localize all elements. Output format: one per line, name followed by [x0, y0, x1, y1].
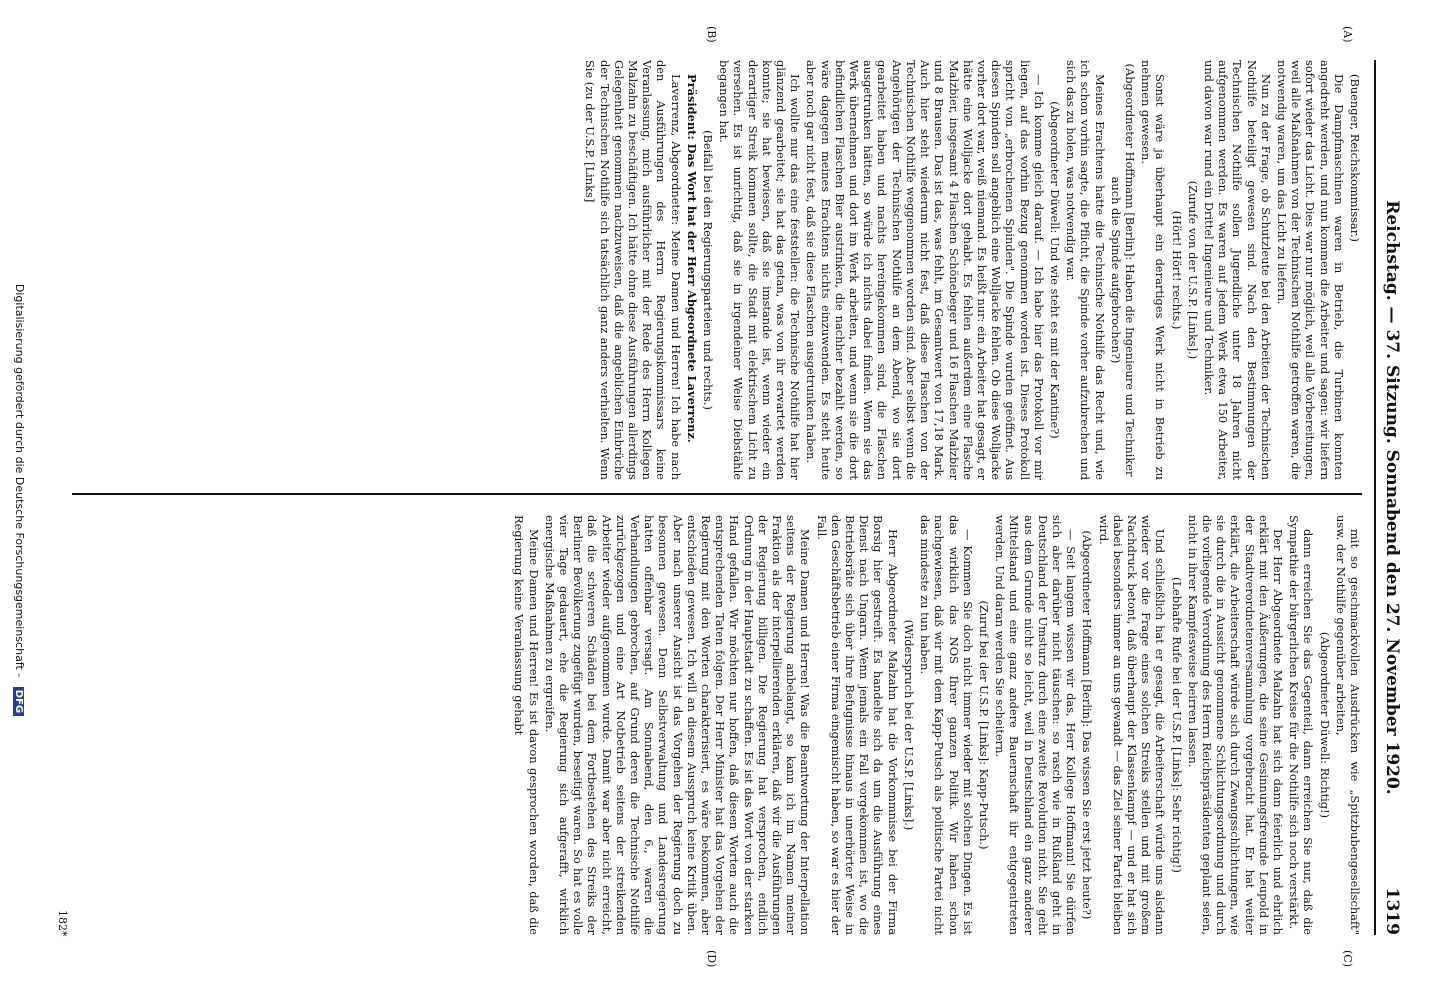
paragraph: Meine Damen und Herren! Was die Beantwortung der Interpellation seitens der Regierung anbelangt, so kann ich im Namen meiner Fraktion als der interpellierenden erklären, daß wir die Ausführungen der Regierung billigen. Die Regierung hat versprochen, endlich Ordnung in der Hauptstadt zu schaffen. Es ist das Wort von der starken Hand gefallen. Wir möchten nur hoffen, daß diesen Worten auch die entsprechenden Taten folgen. Der Herr Minister hat das Vorgehen der Regierung mit den Worten charakterisiert, es wäre bekommen, aber entschieden gewesen. Ich will an diesem Ausspruch keine Kritik üben. Aber nach unserer Ansicht ist das Vorgehen der Regierung doch zu besonnen gewesen. Denn Selbstverwaltung und Landesregierung hatten offenbar versagt. Am Sonnabend, den 6., waren die Verhandlungen gebrochen, auf Grund deren die Technische Nothilfe zurückgezogen und eine Art Notbetrieb seitens der streikenden Arbeiter wieder aufgenommen wurde. Damit war aber nicht erreicht, daß die schweren Schäden bei dem Fortbestehen des Streiks der Berliner Bevölkerung zugefügt wurden, beseitigt waren. So hat es volle vier Tage gedauert, ehe die Regierung sich aufgerafft, wirklich energische Maßnahmen zu ergreifen.	[542, 515, 813, 935]
dfg-footer	[4, 0, 26, 1000]
signature-mark: 182*	[56, 910, 69, 937]
paragraph: Ich wollte nur das eine feststellen: die Technische Nothilfe hat hier glänzend gearbeitet; sie hat das getan, was von ihr erwartet werden konnte; sie hat bewiesen, daß sie imstande ist, wenn wieder ein derartiger Streik kommen sollte, die Stadt mit elektrischem Licht zu versehen. Es ist unrichtig, daß sie in irgendeiner Weise Diebstähle begangen hat.	[717, 60, 803, 480]
interjection: (Hört! Hört! rechts.)	[1169, 210, 1184, 330]
interjection: (Lebhafte Rufe bei der U.S.P. [Links]: Sehr richtig!)	[1169, 577, 1184, 873]
interjection: (Abgeordneter Düwell: Richtig!)	[1317, 631, 1332, 819]
paragraph: Sonst wäre ja überhaupt ein derartiges Werk nicht in Betrieb zu nehmen gewesen.	[1139, 60, 1168, 480]
paragraph: — Ich komme gleich darauf. — Ich habe hier das Protokoll vor mir liegen, auf das vorhin Bezug genommen worden ist. Dieses Protokoll spricht von „erbrochenen Spinden". Die Spinde wurden geöffnet. Aus diesen Spinden soll angeblich eine Wolljacke fehlen. Ob diese Wolljacke vorher dort war, weiß niemand. Es heißt nur: ein Arbeiter hat gesagt, er hätte eine Wolljacke dort gehabt. Es fehlen außerdem eine Flasche Malzbier, insgesamt 4 Flaschen Schönebeger und 16 Flaschen Malzbier und 8 Brausen. Das ist das, was fehlt, im Gesamtwert von 17,18 Mark. Auch hier steht wiederum nicht fest, daß diese Flaschen von der Technischen Nothilfe weggenommen worden sind. Aber selbst wenn die Angehörigen der Technischen Nothilfe an dem Abend, wo sie dort gearbeitet haben und nachts hereingekommen sind, die Flaschen ausgetrunken hätten, so würde ich nichts dabei finden. Wenn sie das Werk übernehmen und dort im Werk arbeiten, und wenn sie die dort befindlichen Flaschen Bier austrinken, die nachher bezahlt werden, so wäre dagegen meines Erachtens nichts einzuwenden. Es steht heute aber noch gar nicht fest, daß sie diese Flaschen ausgetrunken haben.	[804, 60, 1046, 480]
margin-mark-d: (D)	[705, 950, 718, 968]
paragraph: — Kommen Sie doch nicht immer wieder mit solchen Dingen. Es ist das wirklich das NOS Ihrer ganzen Politik. Wir haben schon nachgewiesen, daß wir mit dem Kapp-Putsch als politische Partei nicht das mindeste zu tun haben.	[918, 515, 975, 935]
interjection: (Zuruf bei der U.S.P. [Links]: Kapp-Putsch.)	[976, 600, 991, 850]
paragraph: dann erreichen Sie das Gegenteil, dann erreichen Sie nur, daß die Sympathie der bürgerlichen Kreise für die Nothilfe sich noch verstärkt.	[1287, 515, 1316, 935]
dfg-footer-text: Digitalisierung gefördert durch die Deutsche Forschungsgemeinschaft -	[13, 283, 26, 678]
margin-mark-c: (C)	[1341, 950, 1354, 967]
dfg-logo: DFG	[13, 687, 24, 716]
interjection: (Abgeordneter Hoffmann [Berlin]: Das wissen Sie erst jetzt heute?)	[1080, 530, 1095, 920]
page-header	[1374, 60, 1402, 935]
interjection: (Widerspruch bei der U.S.P. [Links].)	[901, 619, 916, 831]
interjection: (Abgeordneter Düwell: Und wie steht es mit der Kantine?)	[1047, 101, 1062, 439]
paragraph: Laverrenz, Abgeordneter: Meine Damen und Herren! Ich habe nach den Ausführungen des Herrn Regierungskommissars keine Veranlassung, mich ausführlicher mit der Rede des Herrn Kollegen Malzahn zu beschäftigen. Ich hätte ohne diese Ausführungen allerdings Gelegenheit genommen nachzuweisen, daß die angeblichen Einbrüche der Technischen Nothilfe sich tatsächlich ganz anders verhielten. Wenn Sie (zu der U.S.P. [Links]	[583, 60, 683, 480]
margin-mark-a: (A)	[1341, 26, 1354, 43]
paragraph: (Buenger, Reichskommissar.)	[1348, 74, 1362, 242]
paragraph: Und schließlich hat er gesagt, die Arbeiterschaft würde uns alsdann wieder vor die Frage eines solchen Streiks stellen und mit großem Nachdruck betont, daß überhaupt der Klassenkampf — und er hat sich dabei besonders immer an uns gewandt — das Ziel seiner Partei bleiben wird.	[1096, 515, 1168, 935]
left-column	[72, 60, 1362, 480]
paragraph: Meines Erachtens hatte die Technische Nothilfe das Recht und, wie ich schon vorhin sagte, die Pflicht, die Spinde vorher aufzubrechen und sich das zu holen, was notwendig war.	[1064, 60, 1107, 480]
paragraph: Herr Abgeordneter Malzahn hat die Vorkommnisse bei der Firma Borsig hier gestreift. Es handelte sich da um die Ausführung eines Dienst nach Ungarn. Wenn jemals ein Fall vorgekommen ist, wo die Betriebsräte sich über ihre Befugnisse hinaus in unerhörter Weise in den Geschäftsbetrieb einer Firma eingemischt haben, so war es hier der Fall.	[814, 515, 900, 935]
paragraph: Die Dampfmaschinen waren in Betrieb, die Turbinen konnten angedreht werden, und nun kommen die Arbeiter und sagen: wir liefern sofort wieder das Licht. Dies war nur möglich, weil alle Vorbereitungen, weil alle Maßnahmen von der Technischen Nothilfe getroffen waren, die notwendig waren, um das Licht zu liefern.	[1274, 60, 1346, 480]
column-divider	[72, 493, 1362, 495]
margin-mark-b: (B)	[705, 26, 718, 43]
interjection: (Zurufe von der U.S.P. [Links].)	[1185, 180, 1200, 360]
interjection: (Abgeordneter Hoffmann [Berlin]: Haben die Ingenieure und Techniker auch die Spinde aufgebrochen?)	[1108, 63, 1137, 477]
speaker-paragraph: Präsident: Das Wort hat der Herr Abgeordnete Laverrenz.	[684, 74, 699, 443]
paragraph: mit so geschmackvollen Ausdrücken wie „Spitzbubengesellschaft" usw. der Nothilfe gegenüber arbeiten,	[1333, 515, 1362, 935]
page-number: 1319	[1382, 887, 1402, 935]
paragraph: — Seit langem wissen wir das, Herr Kollege Hoffmann! Sie dürfen sich aber darüber nicht täuschen: so rasch wie in Rußland geht in Deutschland der Umsturz durch eine zweite Revolution nicht. Sie geht aus dem Grunde nicht so leicht, weil in Deutschland ein ganz anderer Mittelstand und eine ganz andere Bauernschaft ihr entgegentreten werden. Und daran werden Sie scheitern.	[993, 515, 1079, 935]
paragraph: Der Herr Abgeordnete Malzahn hat sich dann feierlich und ehrlich erklärt mit den Äußerungen, die seine Gesinnungsfreunde Leupold in der Stadtverordnetenversammlung vorgebracht hat. Er hat weiter erklärt, die Arbeiterschaft würde sich durch Zwangsschlichtungen, wie sie durch die in Aussicht genommene Schlichtungsordnung und durch die vorliegende Verordnung des Herrn Reichspräsidenten geplant seien, nicht in ihrer Kampfesweise beirren lassen.	[1185, 515, 1285, 935]
right-column	[72, 515, 1362, 935]
interjection: (Beifall bei den Regierungsparteien und rechts.)	[701, 130, 716, 410]
paragraph: Nun zu der Frage, ob Schutzleute bei den Arbeiten der Technischen Nothilfe beteiligt gewesen sind. Nach den Bestimmungen der Technischen Nothilfe sollen Jugendliche unter 18 Jahren nicht aufgenommen werden. Es waren auf jedem Werk etwa 150 Arbeiter, und davon war rund ein Drittel Ingenieure und Techniker.	[1201, 60, 1273, 480]
paragraph: Meine Damen und Herren! Es ist davon gesprochen worden, daß die Regierung keine Veranlassung gehabt	[512, 515, 541, 935]
page-title: Reichstag. — 37. Sitzung. Sonnabend den 27. November 1920.	[1382, 200, 1402, 795]
